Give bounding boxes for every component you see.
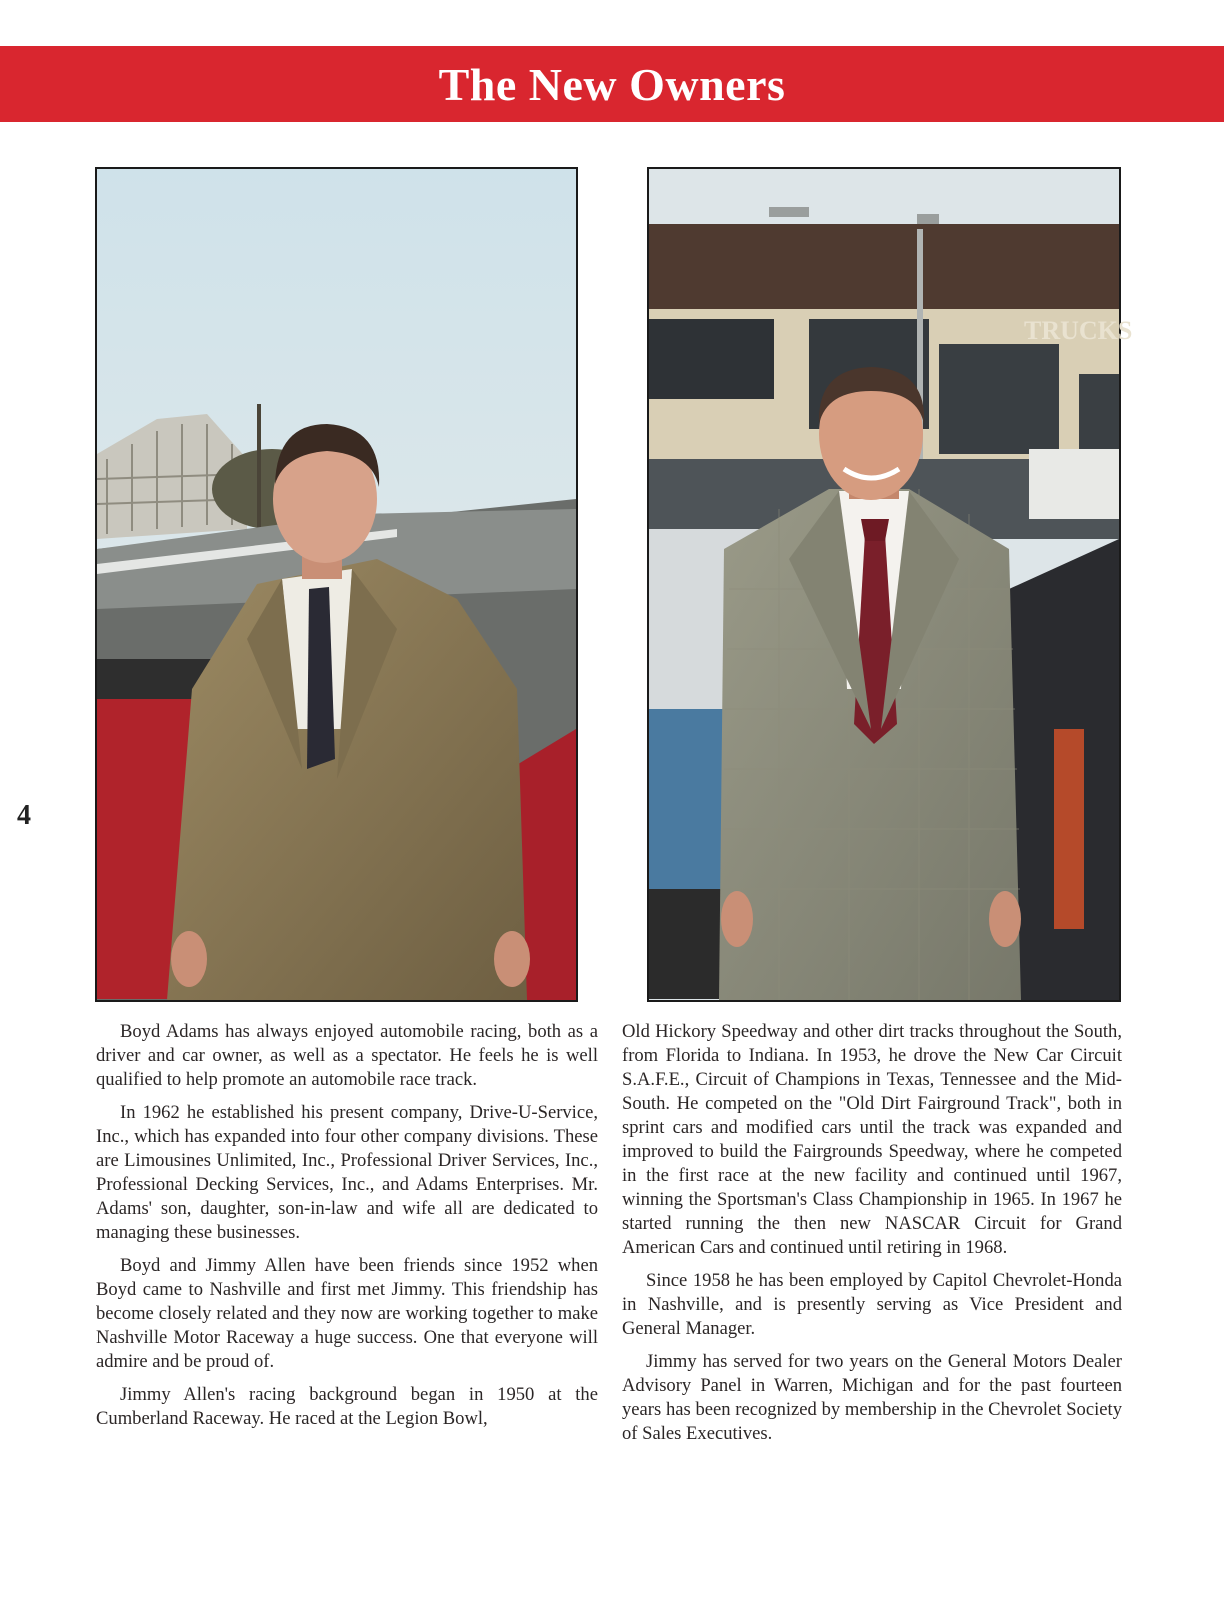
dealership-sign: TRUCKS — [1024, 316, 1133, 345]
text-column-right — [622, 1020, 1122, 1455]
title-banner — [0, 46, 1224, 122]
paragraph: Boyd and Jimmy Allen have been friends since 1952 when Boyd came to Nashville and first met Jimmy. This friendship has become closely related and they now are working together to make Nashville Motor Raceway a huge success. One that everyone will admire and be proud of. — [96, 1255, 598, 1372]
paragraph: Boyd Adams has always enjoyed automobile racing, both as a driver and car owner, as well as a spectator. He feels he is well qualified to help promote an automobile race track. — [96, 1021, 598, 1090]
photo-jimmy-allen — [647, 167, 1133, 1002]
paragraph: Since 1958 he has been employed by Capitol Chevrolet-Honda in Nashville, and is presently serving as Vice President and General Manager. — [622, 1270, 1122, 1339]
boyd-adams-illustration — [97, 169, 576, 1000]
text-column-left — [96, 1020, 598, 1440]
page-number: 4 — [17, 800, 31, 831]
page-title: The New Owners — [438, 58, 786, 110]
paragraph: Old Hickory Speedway and other dirt tracks throughout the South, from Florida to Indiana. In 1953, he drove the New Car Circuit S.A.F.E., Circuit of Champions in Texas, Tennessee and the Mid-South. He competed on the "Old Dirt Fairground Track", both in sprint cars and modified cars until the track was expanded and improved to build the Fairgrounds Speedway, where he competed in the first race at the new facility and continued until 1967, winning the Sportsman's Class Championship in 1965. In 1967 he started running the then new NASCAR Circuit for Grand American Cars and continued until retiring in 1968. — [622, 1021, 1122, 1258]
paragraph: Jimmy has served for two years on the General Motors Dealer Advisory Panel in Warren, Michigan and for the past fourteen years has been recognized by membership in the Chevrolet Society of Sales Executives. — [622, 1351, 1122, 1444]
jimmy-allen-illustration — [649, 169, 1133, 1000]
paragraph: In 1962 he established his present company, Drive-U-Service, Inc., which has expanded into four other company divisions. These are Limousines Unlimited, Inc., Professional Driver Services, Inc., Professional Decking Services, Inc., and Adams Enterprises. Mr. Adams' son, daughter, son-in-law and wife all are dedicated to managing these businesses. — [96, 1102, 598, 1243]
paragraph: Jimmy Allen's racing background began in 1950 at the Cumberland Raceway. He raced at the Legion Bowl, — [96, 1384, 598, 1429]
photo-boyd-adams — [95, 167, 578, 1002]
